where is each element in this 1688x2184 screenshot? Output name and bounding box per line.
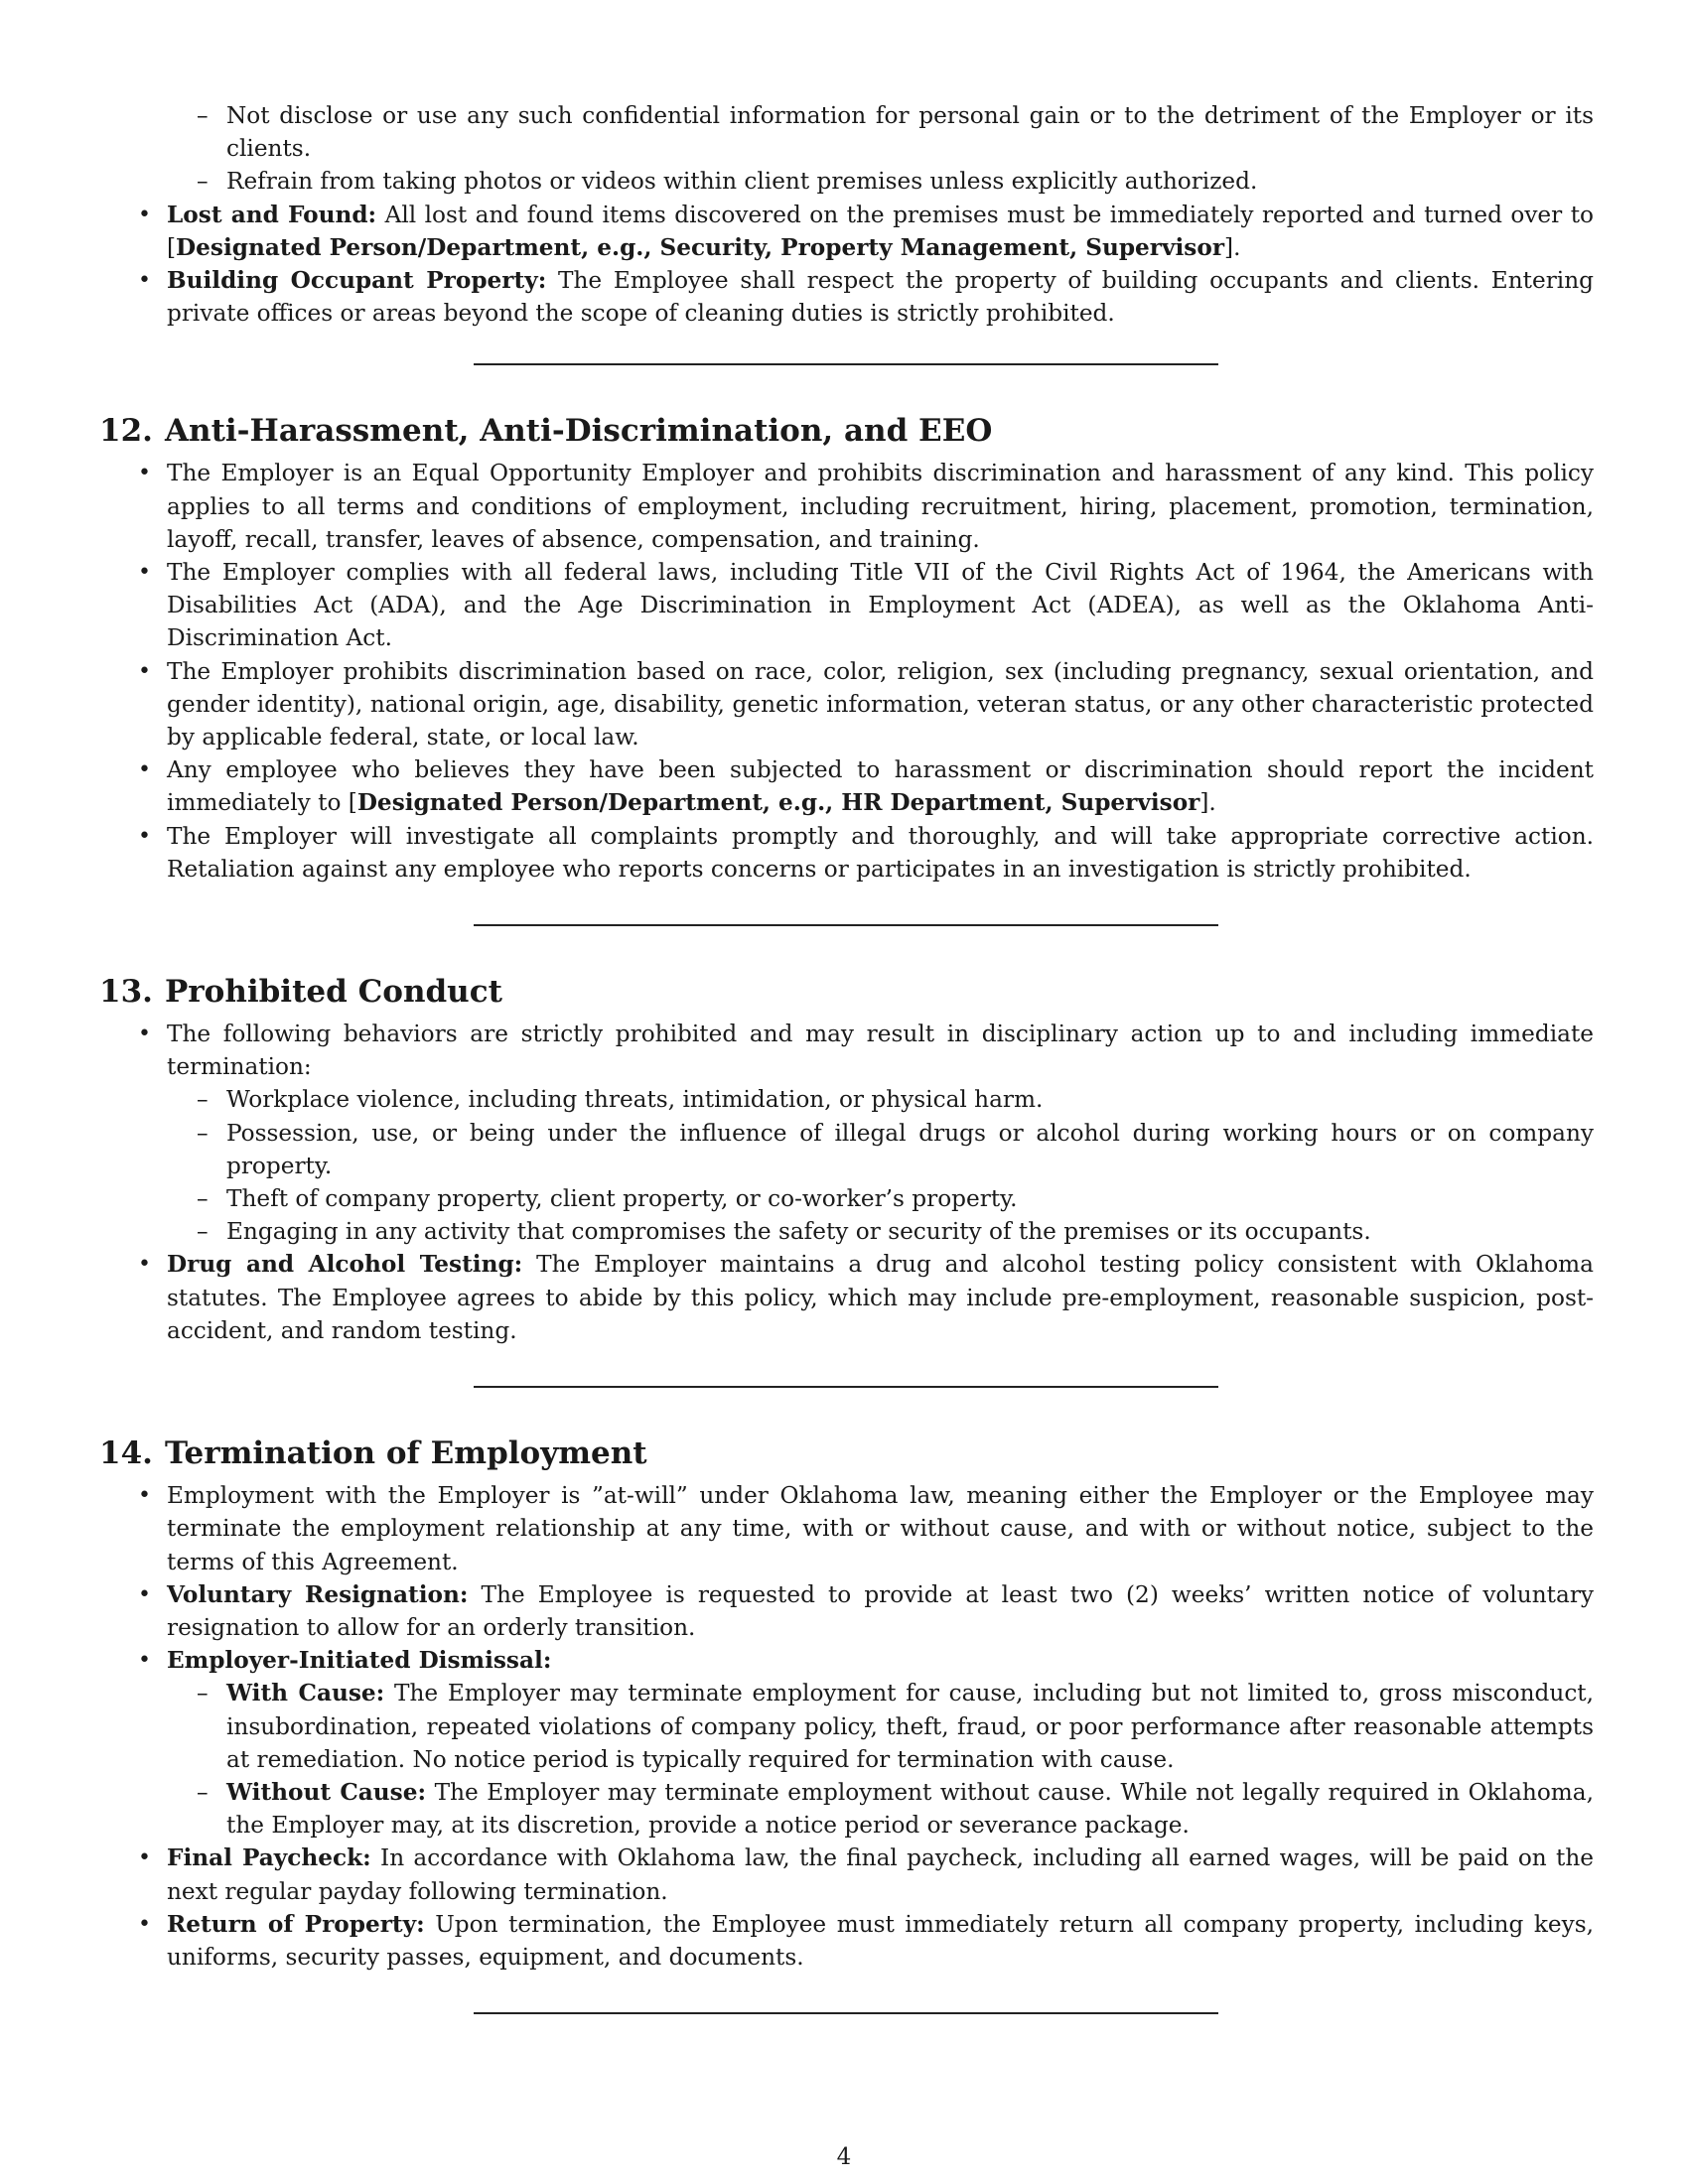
- list-item: – Theft of company property, client property, or co-worker’s property.: [167, 1182, 1594, 1215]
- section-title: Prohibited Conduct: [165, 974, 502, 1011]
- with-cause-item: [167, 1677, 1594, 1776]
- section-11-list: [99, 199, 1594, 331]
- list-item: – Refrain from taking photos or videos within client premises unless explicitly authorized.: [99, 165, 1594, 198]
- section-12-list: [99, 457, 1594, 886]
- section-divider: [474, 2012, 1218, 2014]
- item-label: Building Occupant Property:: [167, 267, 547, 295]
- list-item: – Workplace violence, including threats, intimidation, or physical harm.: [167, 1083, 1594, 1116]
- list-item: • The Employer is an Equal Opportunity Employer and prohibits discrimination and harassment of any kind. This policy applies to all terms and conditions of employment, including recruitment, hiring, placement, promotion, termination, layoff, recall, transfer, leaves of absence, compensation, and training.: [99, 457, 1594, 556]
- item-label: Final Paycheck:: [167, 1844, 371, 1872]
- section-number: 13.: [99, 974, 153, 1011]
- dismissal-sub-list: [167, 1677, 1594, 1842]
- item-text: All lost and found items discovered on the premises must be immediately reported and turned over to [: [167, 201, 1594, 261]
- document-page: [99, 99, 1594, 2014]
- prohibited-sub-list: [167, 1083, 1594, 1248]
- section-title: Anti-Harassment, Anti-Discrimination, and EEO: [165, 413, 993, 450]
- item-text: Any employee who believes they have been subjected to harassment or discrimination should report the incident immediately to [: [167, 756, 1594, 817]
- list-item: • The Employer will investigate all complaints promptly and thoroughly, and will take appropriate corrective action. Retaliation against any employee who reports concerns or participates in an investigation is strictly prohibited.: [99, 820, 1594, 886]
- list-item: • The Employer prohibits discrimination based on race, color, religion, sex (including pregnancy, sexual orientation, and gender identity), national origin, age, disability, genetic information, veteran status, or any other characteristic protected by applicable federal, state, or local law.: [99, 655, 1594, 754]
- item-label: With Cause:: [226, 1680, 385, 1707]
- confidentiality-sub-list: [99, 99, 1594, 199]
- item-label: Voluntary Resignation:: [167, 1580, 469, 1608]
- section-title: Termination of Employment: [165, 1435, 647, 1472]
- item-text: The Employer may terminate employment without cause. While not legally required in Oklahoma, the Employer may, at its discretion, provide a notice period or severance package.: [226, 1778, 1594, 1840]
- item-label: Lost and Found:: [167, 201, 377, 228]
- item-text: Upon termination, the Employee must immediately return all company property, including keys, uniforms, security passes, equipment, and documents.: [167, 1910, 1595, 1971]
- item-label: Drug and Alcohol Testing:: [167, 1251, 523, 1279]
- item-text: In accordance with Oklahoma law, the final paycheck, including all earned wages, will be paid on the next regular payday following termination.: [167, 1844, 1594, 1905]
- item-label: Employer-Initiated Dismissal:: [167, 1647, 552, 1675]
- list-item: [99, 753, 1594, 819]
- resignation-item: [99, 1578, 1594, 1644]
- list-item: – Engaging in any activity that compromises the safety or security of the premises or its occupants.: [167, 1215, 1594, 1248]
- lost-and-found-item: [99, 199, 1594, 264]
- dismissal-item: [99, 1644, 1594, 1842]
- item-text: The Employee shall respect the property of building occupants and clients. Entering private offices or areas beyond the scope of cleaning duties is strictly prohibited.: [167, 267, 1594, 328]
- list-item: • The Employer complies with all federal laws, including Title VII of the Civil Rights Act of 1964, the Americans with Disabilities Act (ADA), and the Age Discrimination in Employment Act (ADEA), as well as the Oklahoma Anti-Discrimination Act.: [99, 556, 1594, 655]
- item-text: The Employee is requested to provide at least two (2) weeks’ written notice of voluntary resignation to allow for an orderly transition.: [167, 1580, 1594, 1641]
- item-text: The Employer maintains a drug and alcohol testing policy consistent with Oklahoma statutes. The Employee agrees to abide by this policy, which may include pre-employment, reasonable suspicion, post-accident, and random testing.: [167, 1251, 1594, 1344]
- item-text: The Employer may terminate employment for cause, including but not limited to, gross misconduct, insubordination, repeated violations of company policy, theft, fraud, or poor performance after reasonable attempts at remediation. No notice period is typically required for termination with cause.: [226, 1680, 1594, 1773]
- section-number: 12.: [99, 413, 153, 450]
- return-property-item: [99, 1908, 1594, 1974]
- placeholder-text: Designated Person/Department, e.g., Security, Property Management, Supervisor: [176, 233, 1225, 261]
- section-12-heading: [99, 411, 1594, 451]
- section-13-list: [99, 1018, 1594, 1347]
- item-text: ].: [1199, 789, 1216, 817]
- section-number: 14.: [99, 1435, 153, 1472]
- list-item: • Employment with the Employer is ”at-will” under Oklahoma law, meaning either the Employer or the Employee may terminate the employment relationship at any time, with or without cause, and with or without notice, subject to the terms of this Agreement.: [99, 1479, 1594, 1578]
- without-cause-item: [167, 1776, 1594, 1842]
- section-13-heading: [99, 972, 1594, 1012]
- occupant-property-item: [99, 264, 1594, 330]
- drug-testing-item: [99, 1248, 1594, 1347]
- section-14-heading: [99, 1433, 1594, 1473]
- item-text: ].: [1224, 233, 1241, 261]
- page-number: 4: [836, 2144, 852, 2170]
- placeholder-text: Designated Person/Department, e.g., HR Department, Supervisor: [356, 789, 1200, 817]
- list-item: – Possession, use, or being under the influence of illegal drugs or alcohol during working hours or on company property.: [167, 1117, 1594, 1182]
- item-label: Without Cause:: [226, 1778, 427, 1806]
- item-text: The following behaviors are strictly prohibited and may result in disciplinary action up to and including immediate termination:: [167, 1021, 1594, 1081]
- list-item: – Not disclose or use any such confidential information for personal gain or to the detriment of the Employer or its clients.: [99, 99, 1594, 165]
- list-item: [99, 1018, 1594, 1248]
- final-paycheck-item: [99, 1842, 1594, 1907]
- section-14-list: [99, 1479, 1594, 1974]
- item-label: Return of Property:: [167, 1910, 425, 1938]
